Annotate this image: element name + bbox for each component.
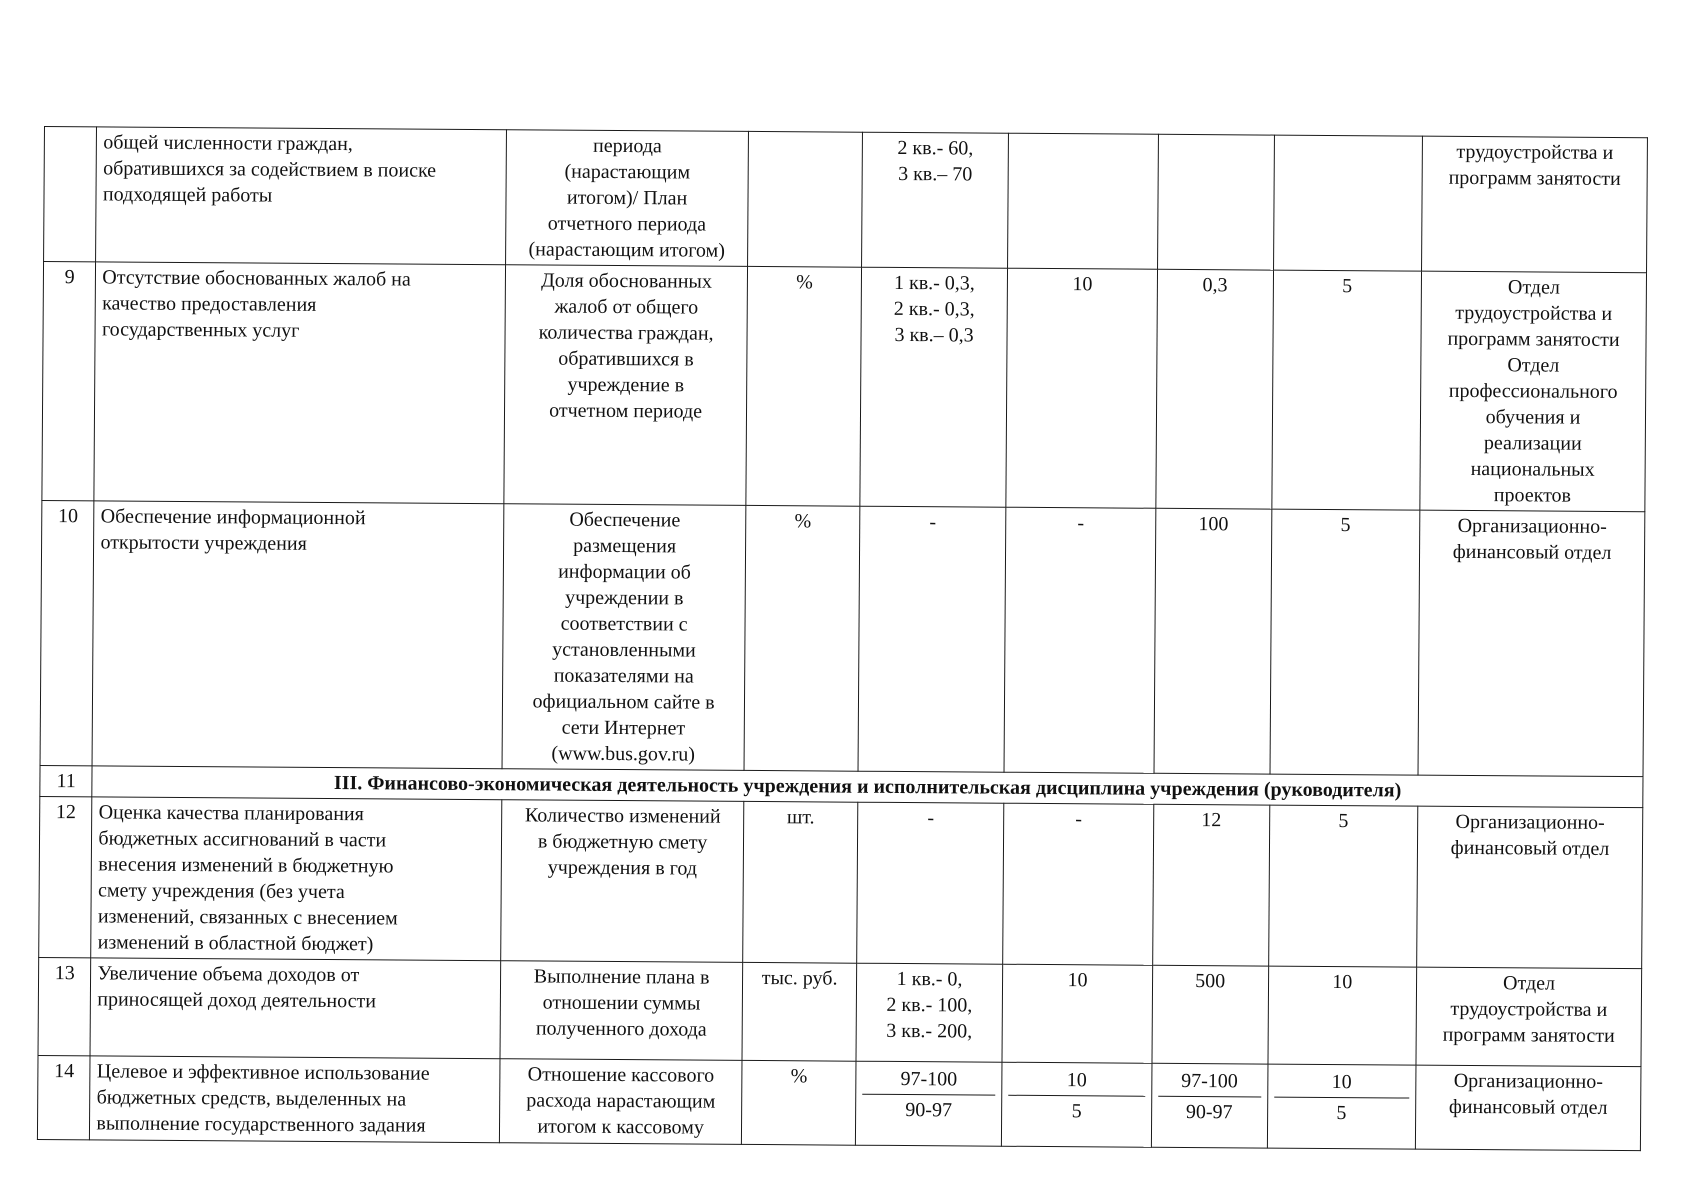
- annual-value: 100: [1154, 508, 1272, 774]
- value-lower: 5: [1071, 1100, 1082, 1123]
- table-row: [40, 500, 1645, 776]
- row-number: 12: [39, 796, 93, 957]
- unit-of-measure: %: [742, 1060, 856, 1145]
- responsible-department: Организационно- финансовый отдел: [1417, 806, 1643, 969]
- indicator-description: Обеспечение размещения информации об учреждении в соответствии с установленными показателями на официальном сайте в сети Интернет (www.bus.gov.ru): [502, 504, 746, 771]
- points-quarterly: 10: [1006, 268, 1157, 508]
- indicator-description: периода (нарастающим итогом)/ План отчетного периода (нарастающим итогом): [505, 130, 748, 267]
- annual-value: 0,3: [1156, 269, 1273, 509]
- points-annual: 5: [1268, 805, 1418, 967]
- value-lower: 90-97: [905, 1099, 953, 1122]
- value-upper: 97-100: [1158, 1066, 1261, 1098]
- row-number: 13: [38, 957, 91, 1055]
- points-quarterly: 10: [1002, 964, 1152, 1063]
- annual-value: 12: [1152, 804, 1269, 966]
- value-upper: 97-100: [862, 1064, 996, 1096]
- points-annual: 5: [1270, 509, 1420, 775]
- points-quarterly: -: [1004, 507, 1155, 773]
- quarterly-values: -: [857, 802, 1004, 964]
- indicator-description: Доля обоснованных жалоб от общего количества граждан, обратившихся в учреждение в отчетном периоде: [504, 265, 748, 506]
- criterion-name: Обеспечение информационной открытости учреждения: [92, 501, 503, 769]
- criterion-name: Увеличение объема доходов от приносящей доход деятельности: [90, 958, 500, 1059]
- row-number: [44, 127, 97, 262]
- row-number: 14: [37, 1055, 90, 1139]
- points-annual: 5: [1271, 270, 1421, 510]
- kpi-table: [37, 126, 1648, 1151]
- points-annual: [1273, 135, 1422, 271]
- criterion-name: общей численности граждан, обратившихся за содействием в поиске подходящей работы: [96, 127, 506, 265]
- row-number: 9: [42, 262, 96, 501]
- points-annual: [1267, 1064, 1416, 1149]
- responsible-department: трудоустройства и программ занятости: [1422, 136, 1648, 273]
- responsible-department: Отдел трудоустройства и программ занятости Отдел профессионального обучения и реализации национальных проектов: [1420, 271, 1647, 512]
- responsible-department: Организационно- финансовый отдел: [1415, 1065, 1641, 1151]
- criterion-name: Отсутствие обоснованных жалоб на качество предоставления государственных услуг: [94, 262, 505, 504]
- annual-value: [1157, 134, 1274, 270]
- row-number: 10: [40, 500, 94, 765]
- responsible-department: Организационно- финансовый отдел: [1418, 510, 1645, 777]
- table-row: [39, 796, 1643, 968]
- indicator-description: Выполнение плана в отношении суммы полученного дохода: [500, 961, 743, 1061]
- criterion-name: Целевое и эффективное использование бюджетных средств, выделенных на выполнение государственного задания: [90, 1056, 500, 1143]
- points-annual: 10: [1267, 966, 1416, 1065]
- value-upper: 10: [1274, 1067, 1410, 1099]
- quarterly-values: 2 кв.- 60, 3 кв.– 70: [861, 132, 1008, 268]
- points-quarterly: [1008, 133, 1159, 269]
- table-row: [42, 262, 1647, 512]
- value-lower: 90-97: [1185, 1100, 1233, 1124]
- indicator-description: Отношение кассового расхода нарастающим итогом к кассовому: [499, 1059, 742, 1145]
- section-heading: III. Финансово-экономическая деятельность учреждения и исполнительская дисциплина учреждения (руководителя): [92, 766, 1643, 808]
- annual-value: [1151, 1063, 1267, 1148]
- unit-of-measure: %: [746, 266, 861, 506]
- unit-of-measure: [748, 131, 863, 267]
- quarterly-values: [855, 1061, 1002, 1146]
- value-upper: 10: [1008, 1065, 1145, 1097]
- quarterly-values: 1 кв.- 0,3, 2 кв.- 0,3, 3 кв.– 0,3: [860, 267, 1008, 507]
- quarterly-values: 1 кв.- 0, 2 кв.- 100, 3 кв.- 200,: [856, 963, 1003, 1062]
- table-row: [44, 127, 1648, 273]
- annual-value: 500: [1152, 965, 1268, 1064]
- row-number: 11: [40, 765, 93, 796]
- unit-of-measure: тыс. руб.: [742, 962, 856, 1061]
- points-quarterly: [1002, 1062, 1152, 1147]
- quarterly-values: -: [858, 506, 1006, 772]
- value-lower: 5: [1336, 1102, 1347, 1125]
- indicator-description: Количество изменений в бюджетную смету учреждения в год: [501, 800, 745, 963]
- table-row: [37, 1055, 1641, 1150]
- unit-of-measure: шт.: [743, 801, 858, 963]
- responsible-department: Отдел трудоустройства и программ занятости: [1416, 967, 1642, 1067]
- points-quarterly: -: [1003, 803, 1154, 965]
- criterion-name: Оценка качества планирования бюджетных ассигнований в части внесения изменений в бюджетную смету учреждения (без учета изменений, связанных с внесением изменений в областной бюджет): [91, 797, 502, 961]
- table-row: [38, 957, 1642, 1066]
- unit-of-measure: %: [744, 505, 859, 771]
